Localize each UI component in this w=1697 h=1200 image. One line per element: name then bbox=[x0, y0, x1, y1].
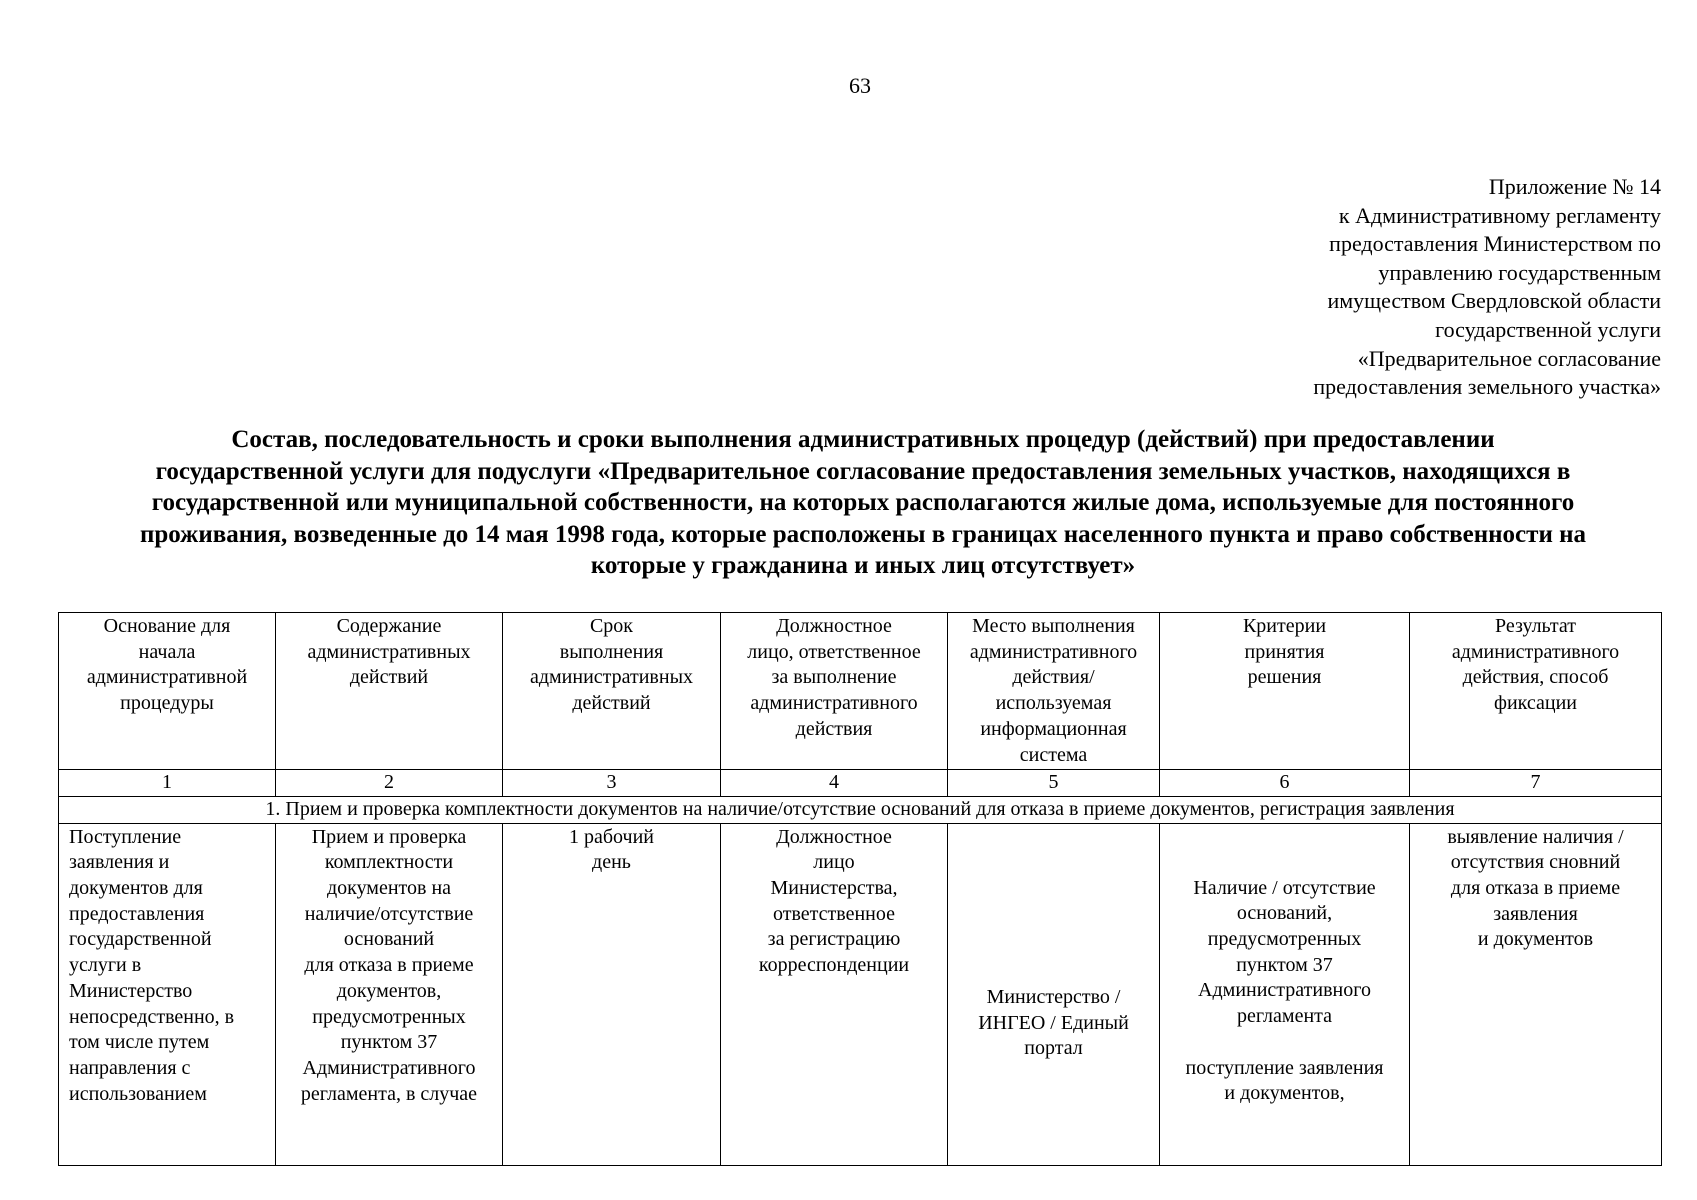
text-line: предусмотренных bbox=[312, 1005, 466, 1028]
column-number: 6 bbox=[1160, 770, 1410, 797]
cell-criteria bbox=[1160, 823, 1410, 1165]
header-cell-term bbox=[503, 613, 721, 770]
text-line: Административного bbox=[302, 1056, 476, 1079]
text-line: оснований, bbox=[1236, 902, 1333, 925]
text-line: Министерства, bbox=[770, 877, 898, 900]
text-line: проживания, возведенные до 14 мая 1998 года, которые расположены в границах населенного пункта и право собственности на bbox=[140, 520, 1586, 548]
text-line: пунктом 37 bbox=[340, 1031, 438, 1054]
text-line: документов, bbox=[336, 979, 442, 1002]
text-line: которые у гражданина и иных лиц отсутствует» bbox=[590, 552, 1136, 579]
text-line: административных bbox=[529, 666, 694, 689]
text-line: наличие/отсутствие bbox=[304, 902, 474, 925]
cell-term bbox=[503, 823, 721, 1165]
text-line: регламента bbox=[1236, 1005, 1333, 1028]
text-line: Приложение № 14 bbox=[1488, 174, 1661, 199]
text-line: лицо bbox=[813, 851, 855, 874]
text-line: документов на bbox=[326, 877, 452, 900]
text-line: административных bbox=[307, 640, 471, 663]
header-cell-basis bbox=[59, 613, 276, 770]
cell-basis bbox=[59, 823, 276, 1165]
text-line: предоставления bbox=[69, 902, 205, 925]
page-number: 63 bbox=[849, 73, 871, 98]
criteria-part-a bbox=[1164, 876, 1405, 1030]
text-line: комплектности bbox=[324, 851, 454, 874]
column-number: 1 bbox=[59, 770, 276, 797]
appendix-block bbox=[1141, 173, 1661, 402]
text-line: Наличие / отсутствие bbox=[1193, 876, 1376, 899]
text-line: для отказа в приеме bbox=[304, 954, 474, 977]
text-line: предусмотренных bbox=[1207, 928, 1362, 951]
column-number: 5 bbox=[948, 770, 1160, 797]
text-line: информационная bbox=[980, 717, 1127, 740]
text-line: ответственное bbox=[772, 902, 895, 925]
column-number: 2 bbox=[276, 770, 503, 797]
header-cell-official bbox=[721, 613, 948, 770]
text-line: непосредственно, в bbox=[69, 1005, 235, 1028]
text-line: административного bbox=[750, 692, 918, 715]
text-line: выполнения bbox=[559, 640, 664, 663]
text-line: используемая bbox=[995, 692, 1112, 715]
text-line: система bbox=[1019, 743, 1088, 766]
criteria-gap bbox=[1164, 1030, 1405, 1056]
text-line: услуги в bbox=[69, 954, 142, 977]
column-number: 4 bbox=[721, 770, 948, 797]
header-cell-result bbox=[1410, 613, 1662, 770]
text-line: пунктом 37 bbox=[1236, 953, 1333, 976]
text-line: Министерство bbox=[69, 979, 193, 1002]
column-number-row bbox=[59, 770, 1662, 797]
text-line: управлению государственным bbox=[1378, 259, 1661, 285]
text-line: государственной bbox=[69, 928, 212, 951]
text-line: принятия bbox=[1244, 640, 1325, 663]
text-line: заявления и bbox=[69, 851, 170, 874]
cell-result bbox=[1410, 823, 1662, 1165]
header-cell-criteria bbox=[1160, 613, 1410, 770]
cell-content bbox=[276, 823, 503, 1165]
text-line: Состав, последовательность и сроки выполнения административных процедур (действий) при предоставлении bbox=[231, 426, 1495, 453]
text-line: государственной услуги для подуслуги «Предварительное согласование предоставления земельных участков, находящихся в bbox=[155, 457, 1571, 485]
document-title bbox=[58, 424, 1668, 582]
text-line: действий bbox=[572, 692, 651, 715]
text-line: том числе путем bbox=[69, 1031, 210, 1054]
text-line: действий bbox=[349, 666, 429, 689]
text-line: оснований bbox=[343, 928, 435, 951]
text-line: выявление наличия / bbox=[1447, 825, 1624, 848]
text-line: действия/ bbox=[1012, 666, 1095, 689]
text-line: Должностное bbox=[776, 825, 892, 848]
table-header-row bbox=[59, 613, 1662, 770]
procedures-table bbox=[58, 612, 1662, 1166]
text-line: решения bbox=[1247, 666, 1322, 689]
text-line: Содержание bbox=[336, 615, 442, 637]
text-line: за выполнение bbox=[771, 666, 897, 689]
column-number: 3 bbox=[503, 770, 721, 797]
text-line: 1 рабочий bbox=[569, 825, 654, 848]
section-title: 1. Прием и проверка комплектности документов на наличие/отсутствие оснований для отказа в приеме документов, регистрация заявления bbox=[59, 796, 1662, 823]
text-line: действия bbox=[795, 717, 873, 740]
text-line: направления с bbox=[69, 1056, 191, 1079]
text-line: административной bbox=[86, 666, 248, 689]
text-line: регламента, в случае bbox=[300, 1082, 478, 1105]
text-line: документов для bbox=[69, 877, 203, 900]
text-line: Результат bbox=[1494, 615, 1576, 637]
text-line: начала bbox=[138, 640, 196, 663]
text-line: Должностное bbox=[776, 615, 892, 637]
text-line: административного bbox=[969, 640, 1138, 663]
text-line: для отказа в приеме bbox=[1450, 877, 1621, 900]
table-row bbox=[59, 823, 1662, 1165]
header-cell-content bbox=[276, 613, 503, 770]
text-line: день bbox=[592, 851, 631, 874]
column-number: 7 bbox=[1410, 770, 1662, 797]
text-line: заявления bbox=[1493, 902, 1578, 925]
text-line: «Предварительное согласование bbox=[1357, 345, 1661, 371]
text-line: Основание для bbox=[103, 615, 231, 637]
text-line: предоставления земельного участка» bbox=[1313, 374, 1661, 400]
text-line: ИНГЕО / Единый bbox=[978, 1011, 1129, 1034]
text-line: имуществом Свердловской области bbox=[1327, 288, 1661, 314]
text-line: Место выполнения bbox=[972, 615, 1135, 637]
header-cell-place bbox=[948, 613, 1160, 770]
text-line: действия, способ bbox=[1462, 666, 1609, 689]
text-line: корреспонденции bbox=[758, 954, 910, 977]
text-line: и документов, bbox=[1224, 1082, 1345, 1105]
text-line: предоставления Министерством по bbox=[1329, 231, 1661, 257]
text-line: использованием bbox=[69, 1082, 207, 1105]
section-row bbox=[59, 796, 1662, 823]
text-line: Поступление bbox=[69, 825, 182, 848]
text-line: процедуры bbox=[120, 692, 214, 715]
cell-official bbox=[721, 823, 948, 1165]
text-line: фиксации bbox=[1494, 692, 1577, 715]
text-line: Министерство / bbox=[986, 986, 1121, 1009]
text-line: поступление заявления bbox=[1185, 1056, 1384, 1079]
text-line: Срок bbox=[589, 615, 634, 637]
text-line: Критерии bbox=[1242, 615, 1327, 637]
text-line: к Административному регламенту bbox=[1338, 202, 1661, 228]
text-line: государственной или муниципальной собственности, на которых располагаются жилые дома, используемые для постоянного bbox=[151, 489, 1575, 516]
text-line: портал bbox=[1024, 1037, 1083, 1060]
cell-place bbox=[948, 823, 1160, 1165]
text-line: государственной услуги bbox=[1435, 316, 1661, 342]
text-line: отсутствия сновний bbox=[1450, 851, 1621, 874]
text-line: и документов bbox=[1477, 928, 1594, 951]
criteria-part-b bbox=[1164, 1056, 1405, 1107]
text-line: административного bbox=[1451, 640, 1620, 663]
text-line: Прием и проверка bbox=[311, 825, 467, 848]
text-line: за регистрацию bbox=[767, 928, 901, 951]
text-line: лицо, ответственное bbox=[747, 640, 921, 663]
text-line: Административного bbox=[1198, 979, 1371, 1002]
